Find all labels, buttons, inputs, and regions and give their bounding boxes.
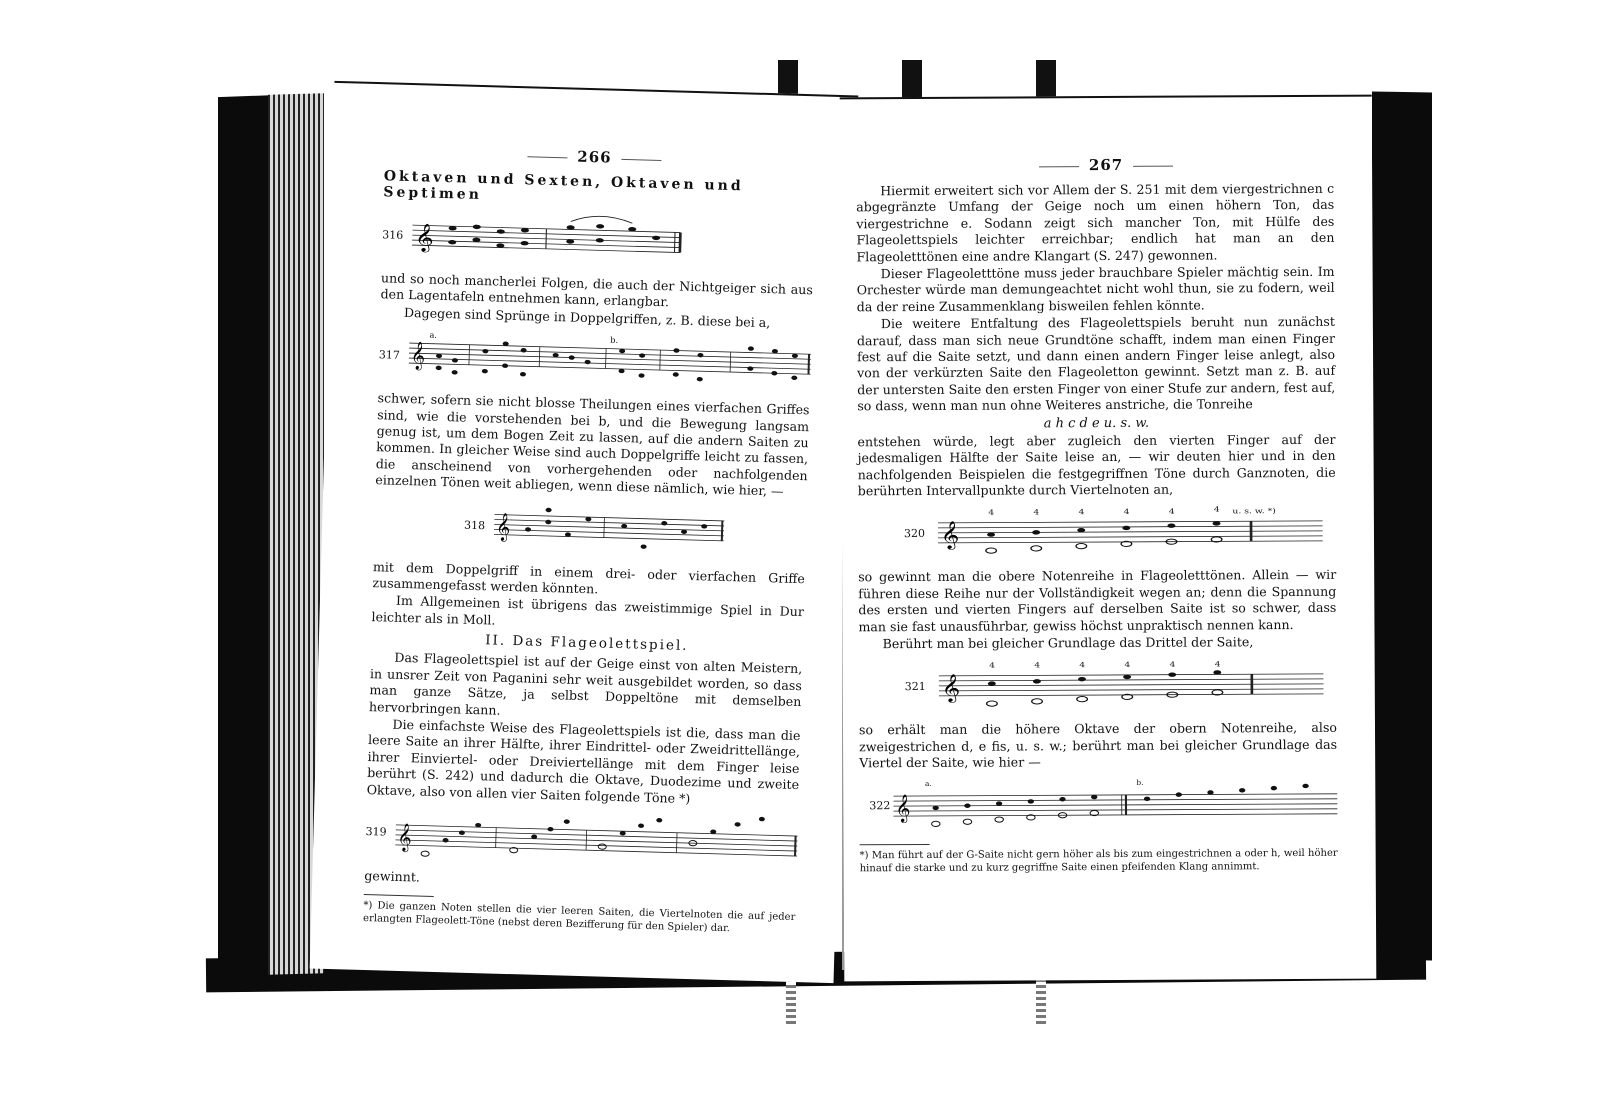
svg-text:𝄞: 𝄞 [940,520,960,550]
music-example [858,503,1336,562]
page-number: 267 [840,155,1372,176]
example-number: 319 [365,825,387,840]
paragraph: Dieser Flageoletttöne muss jeder brauchbare Spieler mächtig sein. Im Orchester würde man demungeachtet nicht wohl thun, sie zu fodern, weil da der reine Zusammenklang bisweilen fehlen könnte. [856,263,1335,315]
example-number: 320 [903,526,926,540]
svg-text:𝄞: 𝄞 [495,512,511,541]
footnote: *) Die ganzen Noten stellen die vier leeren Saiten, die Viertelnoten die auf jeder erlangten Flageolett-Töne (nebst deren Bezifferung für den Spieler) dar. [362,900,796,935]
paragraph: Die einfachste Weise des Flageolettspiels ist die, dass man die leere Saite an ihrer Hälfte, ihrer Eindrittel- oder Zweidrittellänge, ihrer Einviertel- oder Dreiviertellänge mit dem Finger leise berührt (S. 242) und dadurch die Oktave, Duodezime und zweite Oktave, also von allen vier Saiten folgende Töne *) [366,716,801,806]
footnote-rule [860,844,930,845]
music-staff [893,775,1337,833]
paragraph: mit dem Doppelgriff in einem drei- oder vierfachen Griffe zusammengefasst werden könnten. [372,558,806,597]
music-example [859,656,1337,715]
right-page [840,95,1377,982]
music-staff [411,207,814,274]
svg-text:4: 4 [1213,504,1220,514]
svg-text:𝄞: 𝄞 [414,223,435,252]
svg-text:u. s. w. *): u. s. w. *) [1232,506,1276,516]
music-example [365,804,798,872]
svg-text:b.: b. [610,335,619,346]
paragraph: so erhält man die höhere Oktave der obern Notenreihe, also zweigestrichen d, e fis, u. s. w.; berührt man bei gleicher Grundlage das Viertel der Saite, wie hier — [858,720,1338,771]
example-number: 321 [904,679,926,693]
svg-text:4: 4 [1034,660,1041,670]
paragraph: Das Flageolettspiel ist auf der Geige einst von alten Meistern, in unsrer Zeit von Paganini sehr weit ausgebildet worden, so dass man ganze Sätze, ja selbst Doppeltöne mit demselben hervorbringen kann. [368,650,803,718]
svg-text:4: 4 [1168,507,1175,516]
svg-text:4: 4 [989,661,996,670]
svg-text:4: 4 [1214,659,1221,669]
music-example [859,775,1337,834]
music-staff [408,327,811,394]
paragraph: Dagegen sind Sprünge in Doppelgriffen, z. B. diese bei a, [403,304,771,330]
svg-text:𝄞: 𝄞 [895,793,911,822]
svg-text:a.: a. [924,778,932,788]
example-number: 316 [382,227,404,242]
page-number: 266 [332,141,856,174]
paragraph: Im Allgemeinen ist übrigens das zweistimmige Spiel in Dur leichter als in Moll. [371,593,805,628]
music-example [378,326,811,394]
music-staff [493,498,724,560]
left-page [310,81,859,983]
book-cover-right-edge [1372,91,1432,960]
paragraph: Berührt man bei gleicher Grundlage das Drittel der Saite, [882,634,1254,652]
svg-text:4: 4 [1079,660,1086,670]
svg-text:4: 4 [1124,660,1131,669]
tone-row: a h c d e u. s. w. [1043,415,1150,432]
example-number: 317 [378,347,401,362]
svg-text:a.: a. [429,330,437,341]
svg-text:4: 4 [1033,507,1040,517]
paragraph: gewinnt. [364,867,421,885]
paragraph: so gewinnt man die obere Notenreihe in Flageoletttönen. Allein — wir führen diese Reihe nur der Vollständigkeit wegen an; denn die Spannung des ersten und vierten Fingers auf derselben Saite ist so schwer, dass man sie fast unausführbar, gewiss höchst unpraktisch nennen kann. [858,567,1337,634]
section-heading: Oktaven und Sexten, Oktaven und Septimen [383,168,744,204]
svg-text:4: 4 [1123,507,1130,516]
example-number: 322 [869,799,891,813]
paragraph: Hiermit erweitert sich vor Allem der S. 251 mit dem viergestrichnen c abgegränzte Umfang der Geige noch um einen höhern Ton, das viergestrichne e. Sodann zeigt sich mancher Ton, mit Hülfe des Flageolettspiels leichter erreichbar; endlich hat man an den Flageoletttönen eine andre Klangart (S. 247) gewonnen. [856,180,1335,264]
svg-text:4: 4 [988,508,995,517]
music-staff [939,656,1337,714]
bookmark-ribbon-tail [1036,980,1046,1024]
music-staff [938,503,1336,561]
example-number: 318 [463,518,486,533]
svg-text:𝄞: 𝄞 [941,673,961,703]
footnote: *) Man führt auf der G-Saite nicht gern höher als bis zum eingestrichnen a oder h, weil höher hinauf die starke und zu kurz gegriffne Saite einen pfeifenden Klang annimmt. [859,847,1338,874]
svg-text:4: 4 [1169,660,1176,669]
music-example [381,206,814,274]
svg-text:𝄞: 𝄞 [397,822,413,852]
paragraph: Die weitere Entfaltung des Flageolettspiels beruht nun zunächst darauf, dass man sich neue Grundtöne schafft, indem man einen Finger fest auf die Saite setzt, und dann einen andern Finger leise anlegt, also von der verkürzten Saite den Flageoletton gewinnt. Setzt man z. B. auf der untersten Saite den ersten Finger von einer Stufe zur andern, fest auf, so dass, wenn man nun ohne Weiteres anstriche, die Tonreihe [856,314,1336,414]
music-example [373,495,806,563]
bookmark-ribbon-tail [786,980,796,1024]
paragraph: entstehen würde, legt aber zugleich den vierten Finger auf der jedesmaligen Hälfte der Saite leise an, — wir deuten hier und in den nachfolgenden Beispielen die festgegriffnen Töne durch Ganznoten, die berührten Intervallpunkte durch Viertelnoten an, [857,431,1336,499]
paragraph: und so noch mancherlei Folgen, die auch der Nichtgeiger sich aus den Lagentafeln entnehmen kann, erlangbar. [380,270,814,310]
footnote-rule [364,894,434,897]
music-staff [395,805,798,872]
svg-text:4: 4 [1078,507,1085,517]
paragraph: schwer, sofern sie nicht blosse Theilungen eines vierfachen Griffes sind, wie die vorstehenden bei b, und die Bewegung langsam genug ist, um dem Bogen Zeit zu lassen, auf die andern Saiten zu kommen. In gleicher Weise sind auch Doppelgriffe leicht zu fassen, die anscheinend von vorhergehenden oder nachfolgenden einzelnen Tönen weit abliegen, wenn diese nämlich, wie hier, — [375,390,810,499]
section-title: II. Das Flageolettspiel. [484,632,689,655]
svg-text:𝄞: 𝄞 [410,341,426,370]
svg-text:b.: b. [1136,777,1144,787]
